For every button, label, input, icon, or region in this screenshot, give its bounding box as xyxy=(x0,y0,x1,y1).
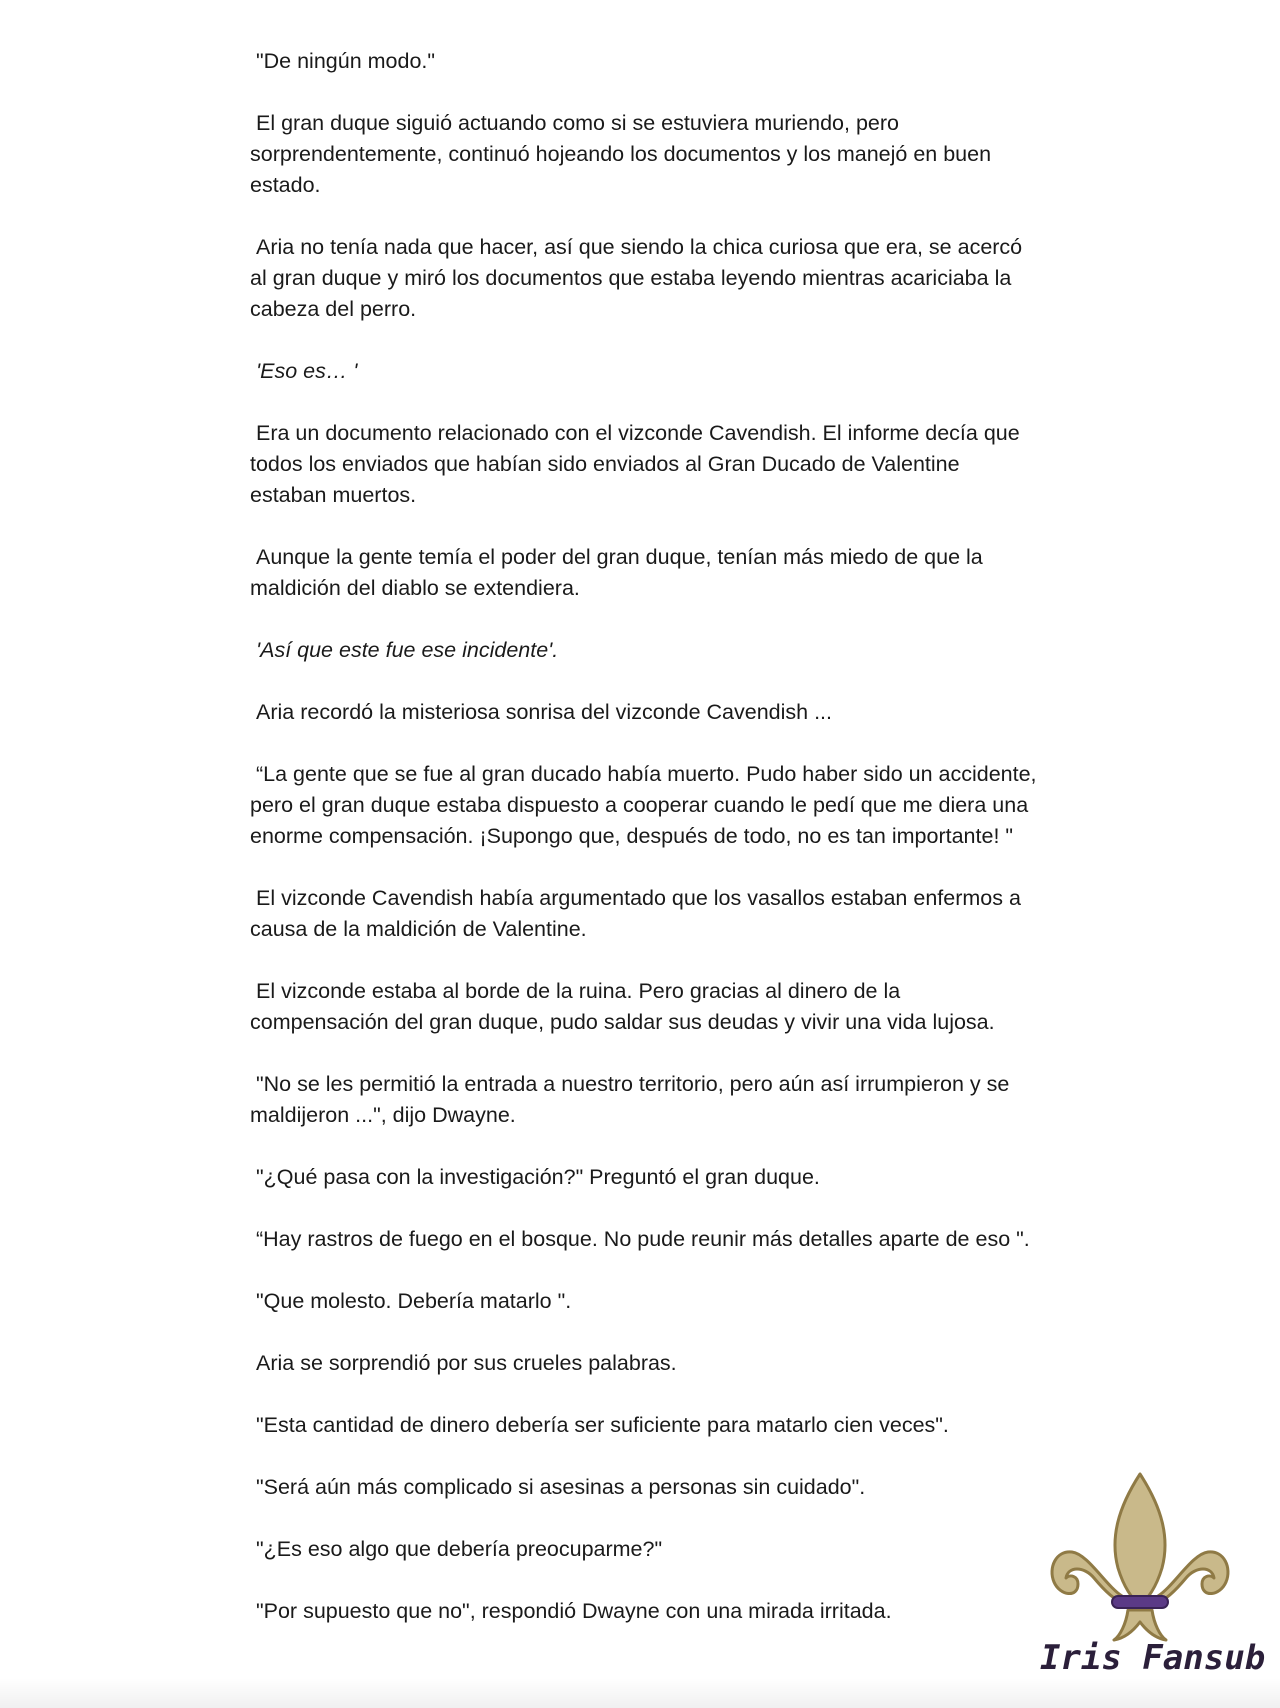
paragraph-text: Aunque la gente temía el poder del gran duque, tenían más miedo de que la maldición del diablo se extendiera. xyxy=(250,545,983,600)
paragraph-text: Aria se sorprendió por sus crueles palabras. xyxy=(256,1351,677,1375)
paragraph xyxy=(250,542,1040,604)
paragraph xyxy=(250,883,1040,945)
paragraph xyxy=(250,1596,1040,1627)
paragraph xyxy=(250,1286,1040,1317)
document-body xyxy=(250,46,1040,1627)
watermark-logo xyxy=(1040,1468,1266,1698)
paragraph xyxy=(250,1534,1040,1565)
paragraph-text: "No se les permitió la entrada a nuestro territorio, pero aún así irrumpieron y se maldijeron ...", dijo Dwayne. xyxy=(250,1072,1010,1127)
paragraph-text: “La gente que se fue al gran ducado había muerto. Pudo haber sido un accidente, pero el gran duque estaba dispuesto a cooperar cuando le pedí que me diera una enorme compensación. ¡Supongo que, después de todo, no es tan importante! " xyxy=(250,762,1037,848)
paragraph xyxy=(250,418,1040,511)
paragraph xyxy=(250,46,1040,77)
paragraph xyxy=(250,1410,1040,1441)
paragraph-text: "Esta cantidad de dinero debería ser suficiente para matarlo cien veces". xyxy=(256,1413,949,1437)
paragraph-text: "¿Es eso algo que debería preocuparme?" xyxy=(256,1537,663,1561)
paragraph-text: El gran duque siguió actuando como si se estuviera muriendo, pero sorprendentemente, continuó hojeando los documentos y los manejó en buen estado. xyxy=(250,111,992,197)
paragraph-text: "De ningún modo." xyxy=(256,49,436,73)
paragraph xyxy=(250,356,1040,387)
paragraph-text: El vizconde estaba al borde de la ruina. Pero gracias al dinero de la compensación del gran duque, pudo saldar sus deudas y vivir una vida lujosa. xyxy=(250,979,995,1034)
paragraph-text: "¿Qué pasa con la investigación?" Preguntó el gran duque. xyxy=(256,1165,820,1189)
paragraph-text: Era un documento relacionado con el vizconde Cavendish. El informe decía que todos los enviados que habían sido enviados al Gran Ducado de Valentine estaban muertos. xyxy=(250,421,1020,507)
paragraph xyxy=(250,1224,1040,1255)
paragraph-text: Aria no tenía nada que hacer, así que siendo la chica curiosa que era, se acercó al gran duque y miró los documentos que estaba leyendo mientras acariciaba la cabeza del perro. xyxy=(250,235,1023,321)
paragraph xyxy=(250,1472,1040,1503)
paragraph-text: "Por supuesto que no", respondió Dwayne con una mirada irritada. xyxy=(256,1599,892,1623)
paragraph xyxy=(250,697,1040,728)
paragraph xyxy=(250,635,1040,666)
paragraph-text: Aria recordó la misteriosa sonrisa del vizconde Cavendish ... xyxy=(256,700,832,724)
logo-text: Iris Fansub xyxy=(1040,1638,1266,1678)
paragraph xyxy=(250,759,1040,852)
paragraph xyxy=(250,1162,1040,1193)
paragraph xyxy=(250,108,1040,201)
paragraph-text: El vizconde Cavendish había argumentado que los vasallos estaban enfermos a causa de la maldición de Valentine. xyxy=(250,886,1021,941)
fleur-de-lis-icon xyxy=(1048,1468,1232,1648)
paragraph-text: “Hay rastros de fuego en el bosque. No pude reunir más detalles aparte de eso ". xyxy=(256,1227,1030,1251)
bottom-shade xyxy=(0,1678,1280,1708)
paragraph-text: "Que molesto. Debería matarlo ". xyxy=(256,1289,572,1313)
paragraph xyxy=(250,232,1040,325)
paragraph xyxy=(250,976,1040,1038)
paragraph xyxy=(250,1348,1040,1379)
paragraph xyxy=(250,1069,1040,1131)
paragraph-text: "Será aún más complicado si asesinas a personas sin cuidado". xyxy=(256,1475,866,1499)
paragraph-text: 'Así que este fue ese incidente'. xyxy=(256,638,559,662)
paragraph-text: 'Eso es… ' xyxy=(256,359,358,383)
